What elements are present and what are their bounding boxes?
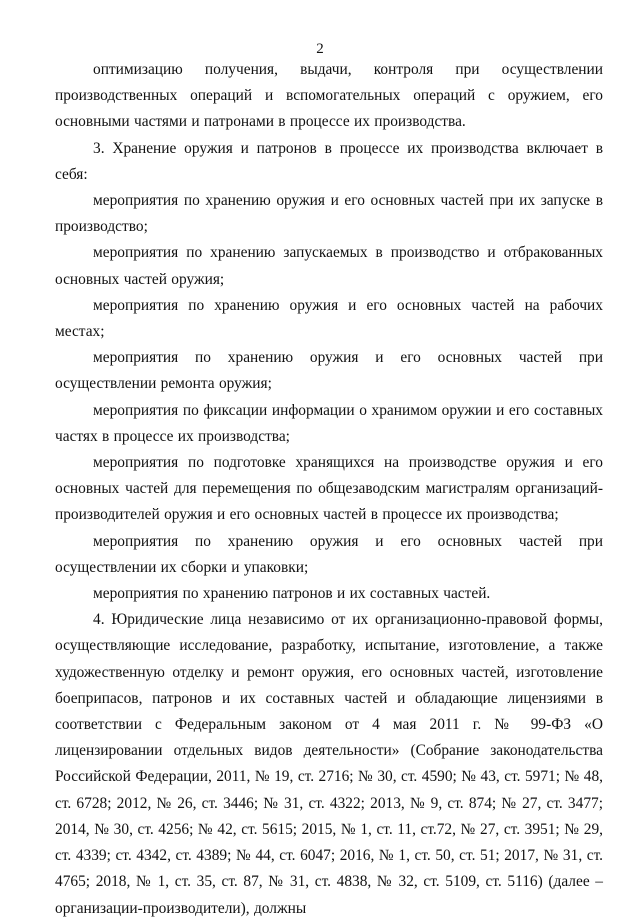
- paragraph-item-information: мероприятия по фиксации информации о хранимом оружии и его составных частях в процессе их производства;: [55, 401, 603, 445]
- paragraph-continuation: оптимизацию получения, выдачи, контроля при осуществлении производственных операций и вспомогательных операций с оружием, его основными частями и патронами в процессе их производства.: [55, 61, 603, 131]
- paragraph-item-launch: мероприятия по хранению оружия и его основных частей при их запуске в производство;: [55, 192, 603, 236]
- paragraph-item-workplaces: мероприятия по хранению оружия и его основных частей на рабочих местах;: [55, 296, 603, 341]
- paragraph-item-rejected-parts: мероприятия по хранению запускаемых в производство и отбракованных основных частей оружия;: [55, 244, 603, 288]
- paragraph-item-cartridges: мероприятия по хранению патронов и их составных частей.: [93, 585, 491, 603]
- paragraph-item-assembly-packaging: мероприятия по хранению оружия и его основных частей при осуществлении их сборки и упаковки;: [55, 532, 603, 576]
- paragraph-section-4: 4. Юридические лица независимо от их организационно-правовой формы, осуществляющие исследование, разработку, испытание, изготовление, а также художественную отделку и ремонт оружия, его основных частей, изготовление боеприпасов, патронов и их составных частей и обладающие лицензиями в соответствии с Федеральным законом от 4 мая 2011 г. № 99-ФЗ «О лицензировании отдельных видов деятельности» (Собрание законодательства Российской Федерации, 2011, № 19, ст. 2716; № 30, ст. 4590; № 43, ст. 5971; № 48, ст. 6728; 2012, № 26, ст. 3446; № 31, ст. 4322; 2013, № 9, ст. 874; № 27, ст. 3477; 2014, № 30, ст. 4256; № 42, ст. 5615; 2015, № 1, ст. 11, ст.72, № 27, ст. 3951; № 29, ст. 4339; ст. 4342, ст. 4389; № 44, ст. 6047; 2016, № 1, ст. 50, ст. 51; 2017, № 31, ст. 4765; 2018, № 1, ст. 35, ст. 87, № 31, ст. 4838, № 32, ст. 5109, ст. 5116) (далее – организации-производители), должны: [55, 611, 603, 917]
- document-body: [55, 57, 603, 922]
- paragraph-item-repair: мероприятия по хранению оружия и его основных частей при осуществлении ремонта оружия;: [55, 349, 603, 393]
- page-number: 2: [316, 41, 324, 57]
- paragraph-item-transport-preparation: мероприятия по подготовке хранящихся на производстве оружия и его основных частей для перемещения по общезаводским магистралям организаций-производителей оружия и его основных частей в процессе их производства;: [55, 454, 603, 524]
- paragraph-section-3-heading: 3. Хранение оружия и патронов в процессе их производства включает в себя:: [55, 139, 603, 183]
